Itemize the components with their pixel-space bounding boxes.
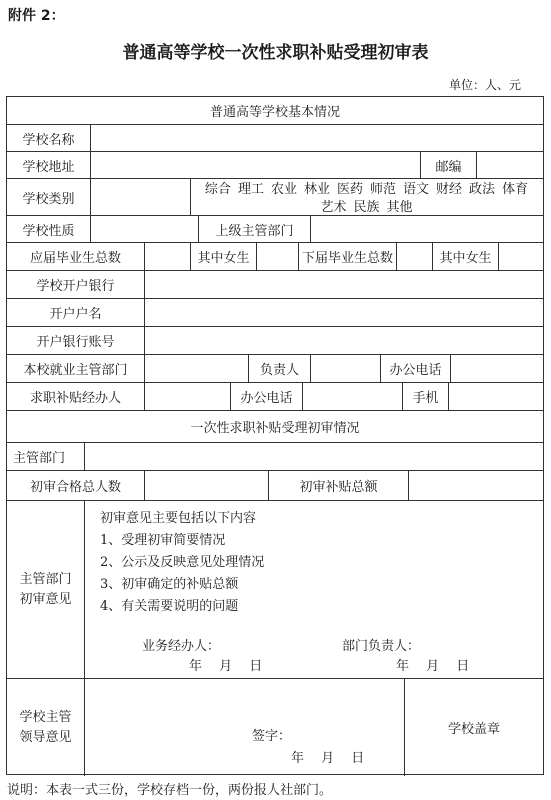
mobile-field[interactable] [449, 383, 543, 410]
school-nature-label: 学校性质 [7, 216, 91, 242]
subsidy-handler-row [7, 383, 543, 411]
next-graduates-field[interactable] [397, 243, 433, 270]
school-address-label: 学校地址 [7, 152, 91, 178]
school-type-option[interactable]: 艺术 [320, 200, 347, 215]
school-address-field[interactable] [91, 152, 421, 178]
school-name-label: 学校名称 [7, 125, 91, 151]
account-no-label: 开户银行账号 [7, 327, 145, 354]
bank-label: 学校开户银行 [7, 271, 145, 298]
opinion-item: 1、受理初审简要情况 [100, 533, 226, 548]
female-1-field[interactable] [257, 243, 299, 270]
signature-label: 签字： [252, 729, 292, 744]
account-no-row [7, 327, 543, 355]
employment-dept-field[interactable] [145, 355, 249, 382]
school-nature-row [7, 216, 543, 243]
postcode-field[interactable] [477, 152, 543, 178]
dept-row [7, 443, 543, 471]
opinion-row [7, 501, 543, 679]
school-seal[interactable] [405, 679, 543, 776]
opinion-item: 2、公示及反映意见处理情况 [100, 555, 265, 570]
superior-dept-field[interactable] [311, 216, 543, 242]
graduates-total-field[interactable] [145, 243, 191, 270]
school-type-option[interactable]: 农业 [270, 182, 297, 197]
school-type-option[interactable]: 体育 [502, 182, 529, 197]
dept-label: 主管部门 [7, 443, 85, 470]
handler-label: 业务经办人： [142, 639, 221, 654]
person-in-charge-label: 负责人 [249, 355, 311, 382]
approval-form [6, 96, 544, 775]
school-name-row [7, 125, 543, 152]
female-2-field[interactable] [499, 243, 543, 270]
section1-header-row [7, 97, 543, 125]
school-nature-field[interactable] [91, 216, 199, 242]
account-name-row [7, 299, 543, 327]
subsidy-handler-label: 求职补贴经办人 [7, 383, 145, 410]
section1-header: 普通高等学校基本情况 [209, 105, 340, 120]
school-name-field[interactable] [91, 125, 543, 151]
next-graduates-label: 下届毕业生总数 [299, 243, 397, 270]
opinion-intro: 初审意见主要包括以下内容 [100, 511, 257, 526]
female-1-label: 其中女生 [191, 243, 257, 270]
leader-label-line1: 学校主管 [19, 709, 72, 725]
mobile-label: 手机 [403, 383, 449, 410]
subsidy-handler-field[interactable] [145, 383, 231, 410]
attachment-label: 附件 2： [8, 8, 65, 24]
superior-dept-label: 上级主管部门 [199, 216, 311, 242]
school-type-option[interactable]: 财经 [436, 182, 463, 197]
subsidy-total-label: 初审补贴总额 [269, 471, 409, 500]
female-2-label: 其中女生 [433, 243, 499, 270]
form-title: 普通高等学校一次性求职补贴受理初审表 [122, 43, 429, 63]
school-type-option[interactable]: 语文 [403, 182, 430, 197]
school-type-label: 学校类别 [7, 179, 91, 215]
opinion-label [7, 501, 85, 678]
opinion-label-line2: 初审意见 [19, 591, 72, 607]
leader-row [7, 679, 543, 776]
person-in-charge-field[interactable] [311, 355, 381, 382]
graduates-total-label: 应届毕业生总数 [7, 243, 145, 270]
school-type-options [197, 181, 537, 217]
school-address-row [7, 152, 543, 179]
dept-head-label: 部门负责人： [342, 639, 421, 654]
school-type-option[interactable]: 其他 [386, 200, 413, 215]
graduates-row [7, 243, 543, 271]
school-type-blank[interactable] [91, 179, 191, 215]
leader-label-line2: 领导意见 [19, 729, 72, 745]
account-no-field[interactable] [145, 327, 543, 354]
subsidy-total-field[interactable] [409, 471, 543, 500]
dept-head-date: 年 月 日 [396, 659, 470, 674]
school-type-row [7, 179, 543, 216]
office-phone-1-label: 办公电话 [381, 355, 451, 382]
qualified-total-field[interactable] [145, 471, 269, 500]
opinion-item: 4、有关需要说明的问题 [100, 599, 239, 614]
bank-field[interactable] [145, 271, 543, 298]
section2-header: 一次性求职补贴受理初审情况 [190, 421, 360, 436]
school-type-option[interactable]: 师范 [370, 182, 397, 197]
dept-field[interactable] [85, 443, 543, 470]
school-seal-label: 学校盖章 [447, 722, 500, 737]
school-type-option[interactable]: 民族 [353, 200, 380, 215]
office-phone-2-label: 办公电话 [231, 383, 303, 410]
totals-row [7, 471, 543, 501]
unit-label: 单位：人、元 [448, 78, 521, 92]
school-type-option[interactable]: 医药 [336, 182, 363, 197]
leader-date: 年 月 日 [291, 751, 365, 766]
qualified-total-label: 初审合格总人数 [7, 471, 145, 500]
leader-label [7, 679, 85, 776]
opinion-label-line1: 主管部门 [19, 571, 72, 587]
office-phone-2-field[interactable] [303, 383, 403, 410]
postcode-label: 邮编 [421, 152, 477, 178]
employment-dept-row [7, 355, 543, 383]
account-name-label: 开户户名 [7, 299, 145, 326]
office-phone-1-field[interactable] [451, 355, 543, 382]
school-type-option[interactable]: 林业 [303, 182, 330, 197]
school-type-option[interactable]: 综合 [204, 182, 231, 197]
footnote: 说明：本表一式三份，学校存档一份，两份报人社部门。 [7, 783, 333, 798]
school-type-option[interactable]: 理工 [237, 182, 264, 197]
section2-header-row [7, 411, 543, 443]
bank-row [7, 271, 543, 299]
handler-date: 年 月 日 [189, 659, 263, 674]
employment-dept-label: 本校就业主管部门 [7, 355, 145, 382]
account-name-field[interactable] [145, 299, 543, 326]
school-type-option[interactable]: 政法 [469, 182, 496, 197]
opinion-item: 3、初审确定的补贴总额 [100, 577, 239, 592]
